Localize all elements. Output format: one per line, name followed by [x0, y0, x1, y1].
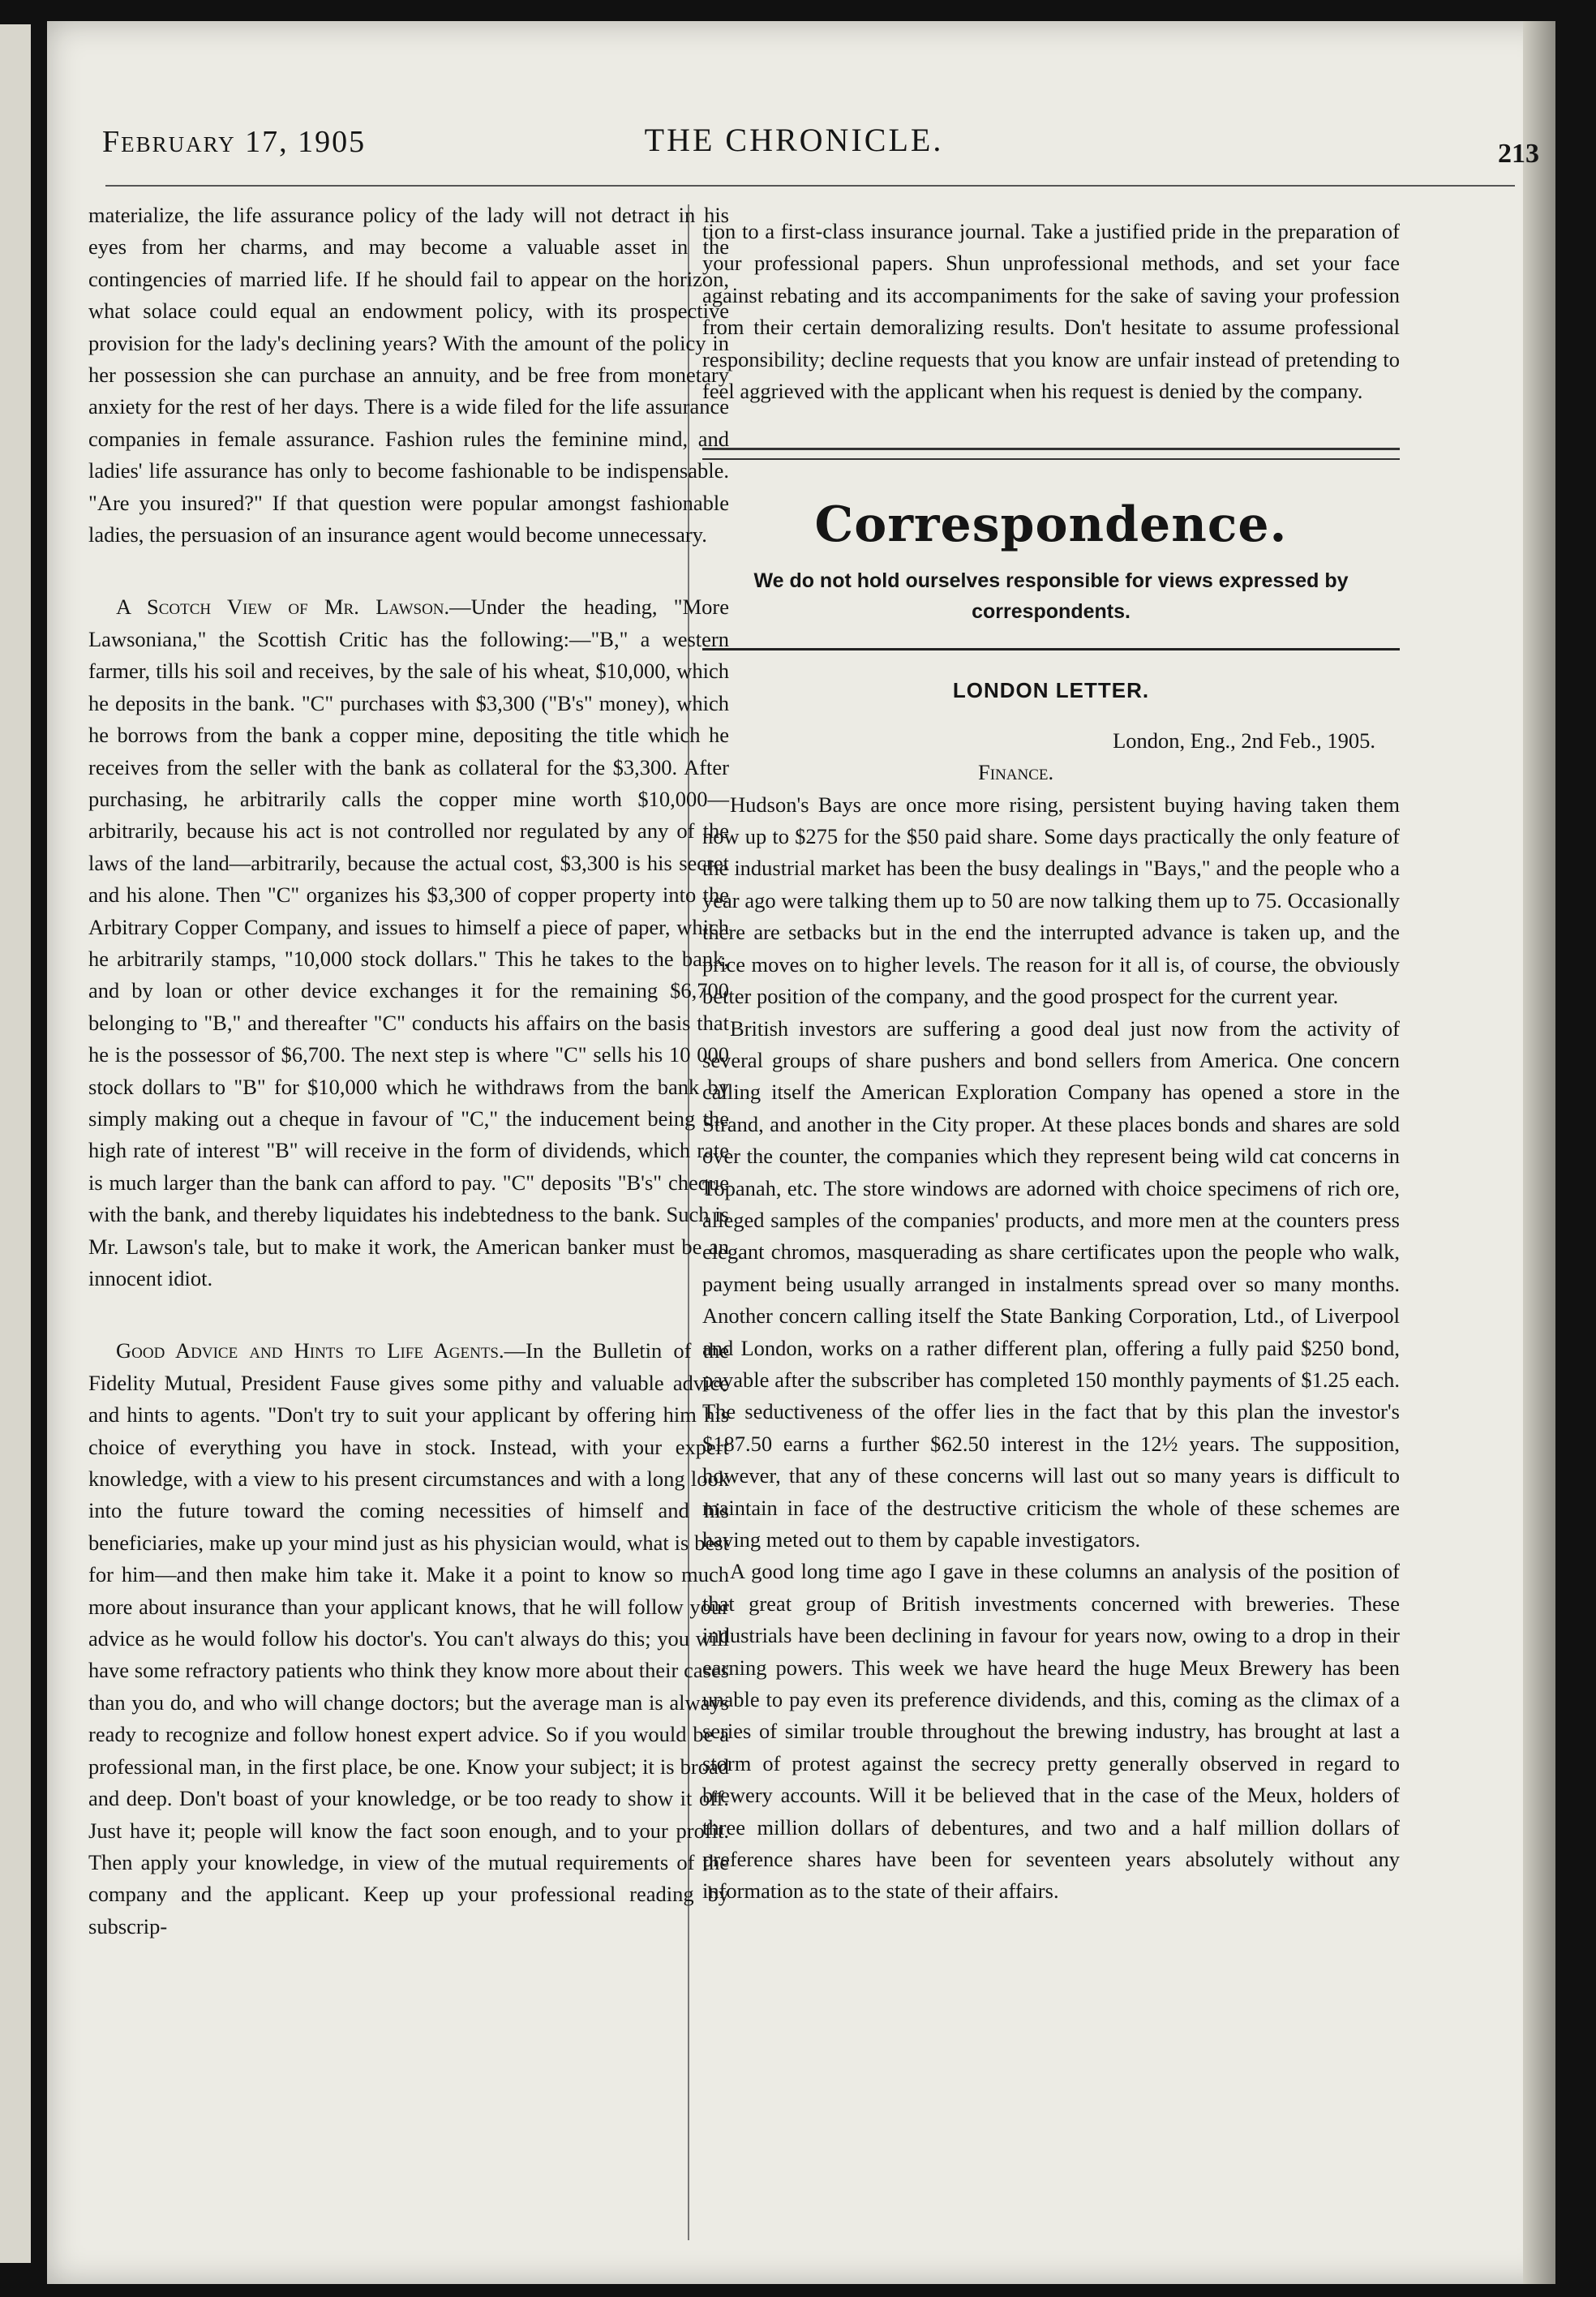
- header-date: February 17, 1905: [102, 125, 367, 159]
- correspondence-title: Correspondence.: [814, 496, 1288, 554]
- left-column: [88, 200, 729, 1943]
- article-heading: A Scotch View of Mr. Lawson.: [116, 595, 450, 620]
- article-body: —Under the heading, "More Lawsoniana," the Scottish Critic has the following:—"B," a western farmer, tills his soil and receives, by the sale of his wheat, $10,000, which he deposits in the bank. "C" purchases with $3,300 ("B's" money), which he borrows from the bank a copper mine, depositing the title which he receives from the seller with the bank as collateral for the $3,300. After purchasing, he arbitrarily calls the copper mine worth $10,000—arbitrarily, because his act is not controlled nor regulated by any of the laws of the land—arbitrarily, because the actual cost, $3,300 is his secret and his alone. Then "C" organizes his $3,300 of copper property into the Arbitrary Copper Company, and issues to himself a piece of paper, which he arbitrarily stamps, "10,000 stock dollars." This he takes to the bank, and by loan or other device exchanges it for the remaining $6,700 belonging to "B," and thereafter "C" conducts his affairs on the basis that he is the possessor of $6,700. The next step is where "C" sells his 10 000 stock dollars to "B" for $10,000 which he withdraws from the bank by simply making out a cheque in favour of "C," the inducement being the high rate of interest "B" will receive in the form of dividends, which rate is much larger than the bank can afford to pay. "C" deposits "B's" cheque with the bank, and thereby liquidates his indebtedness to the bank. Such is Mr. Lawson's tale, but to make it work, the American banker must be an innocent idiot.: [88, 595, 730, 1290]
- article-continuation: materialize, the life assurance policy of the lady will not detract in his eyes from her charms, and may become a valuable asset in the contingencies of married life. If he should fail to appear on the horizon, what solace could equal an endowment policy, with its prospective provision for the lady's declining years? With the amount of the policy in her possession she can purchase an annuity, and be free from monetary anxiety for the rest of her days. There is a wide filed for the life assurance companies in female assurance. Fashion rules the feminine mind, and ladies' life assurance has only to become fashionable to be indispensable. "Are you insured?" If that question were popular amongst fashionable ladies, the persuasion of an insurance agent would become unnecessary.: [88, 203, 729, 547]
- page-spine-shadow: [1523, 21, 1555, 2284]
- section-rule: [702, 648, 1400, 650]
- letter-dateline: London, Eng., 2nd Feb., 1905.: [1113, 728, 1375, 753]
- article-good-advice: [88, 1335, 729, 1943]
- letter-paragraph: British investors are suffering a good deal just now from the activity of several groups of share pushers and bond sellers from America. One concern calling itself the American Exploration Company has opened a store in the Strand, and another in the City proper. At these places bonds and shares are sold over the counter, the companies which they represent being wild cat concerns in Topanah, etc. The store windows are adorned with choice specimens of rich ore, alleged samples of the companies' products, and more men at the counters press elegant chromos, masquerading as share certificates upon the people who walk, payment being usually arranged in instalments spread over so many months. Another concern calling itself the State Banking Corporation, Ltd., of Liverpool and London, works on a rather different plan, offering a fully paid $250 bond, payable after the subscriber has completed 150 monthly payments of $1.25 each. The seductiveness of the offer lies in the fact that by this plan the investor's $187.50 earns a further $62.50 interest in the 12½ years. The supposition, however, that any of these concerns will last out so many years is difficult to maintain in face of the destructive criticism the whole of these schemes are having meted out to them by capable investigators.: [702, 1015, 1400, 1552]
- header-rule: [105, 185, 1515, 187]
- article-body: —In the Bulletin of the Fidelity Mutual, President Fause gives some pithy and valuable advice and hints to agents. "Don't try to suit your applicant by offering him his choice of everything you have in stock. Instead, with your expert knowledge, with a view to his present circumstances and with a long look into the future toward the coming necessities of himself and his beneficiaries, make up your mind just as his physician would, what is best for him—and then make him take it. Make it a point to know so much more about insurance than your applicant knows, that he will follow your advice as he would follow his doctor's. You can't always do this; you will have some refractory patients who think they know more about their cases than you do, and who will change doctors; but the average man is always ready to recognize and follow honest expert advice. So if you would be a professional man, in the first place, be one. Know your subject; it is broad and deep. Don't boast of your knowledge, or be too ready to show it off. Just have it; people will know the fact soon enough, and to your profit. Then apply your knowledge, in view of the mutual requirements of the company and the applicant. Keep up your professional reading by subscrip-: [88, 1338, 729, 1938]
- page-number: 213: [1498, 139, 1539, 169]
- page-header: [49, 101, 1539, 169]
- correspondence-disclaimer: We do not hold ourselves responsible for views expressed by correspondents.: [753, 569, 1349, 624]
- right-column: [702, 216, 1400, 1908]
- letter-paragraph: A good long time ago I gave in these columns an analysis of the position of that great group of British investments concerned with breweries. These industrials have been declining in favour for years now, owing to a drop in their earning powers. This week we have heard the huge Meux Brewery has been unable to pay even its preference dividends, and this, coming as the climax of a series of similar trouble throughout the brewing industry, has brought at last a storm of protest against the secrecy pretty generally observed in regard to brewery accounts. Will it be believed that in the case of the Meux, holders of three million dollars of debentures, and two and a half million dollars of preference shares have been for seventeen years absolutely without any information as to the state of their affairs.: [702, 1559, 1400, 1904]
- article-scotch-view: [88, 591, 729, 1294]
- letter-paragraph: Hudson's Bays are once more rising, persistent buying having taken them now up to $275 for the $50 paid share. Some days practically the only feature of the industrial market has been the busy dealings in "Bays," and the people who a year ago were talking them up to 50 are now talking them up to 75. Occasionally there are setbacks but in the end the interrupted advance is taken up, and the price moves on to higher levels. The reason for it all is, of course, the obviously better position of the company, and the good prospect for the current year.: [702, 792, 1400, 1009]
- finance-subheading: Finance.: [978, 760, 1054, 785]
- header-title: THE CHRONICLE.: [644, 122, 944, 158]
- previous-page-edge: [0, 24, 31, 2263]
- london-letter-heading: LONDON LETTER.: [952, 678, 1150, 703]
- article-heading: Good Advice and Hints to Life Agents.: [116, 1338, 504, 1363]
- section-double-rule: [702, 448, 1400, 460]
- article-continuation: tion to a first-class insurance journal. Take a justified pride in the preparation of your professional papers. Shun unprofessional methods, and set your face against rebating and its accompaniments for the sake of saving your profession from their certain demoralizing results. Don't hesitate to assume professional responsibility; decline requests that you know are unfair instead of pretending to feel aggrieved with the applicant when his request is denied by the company.: [702, 219, 1400, 404]
